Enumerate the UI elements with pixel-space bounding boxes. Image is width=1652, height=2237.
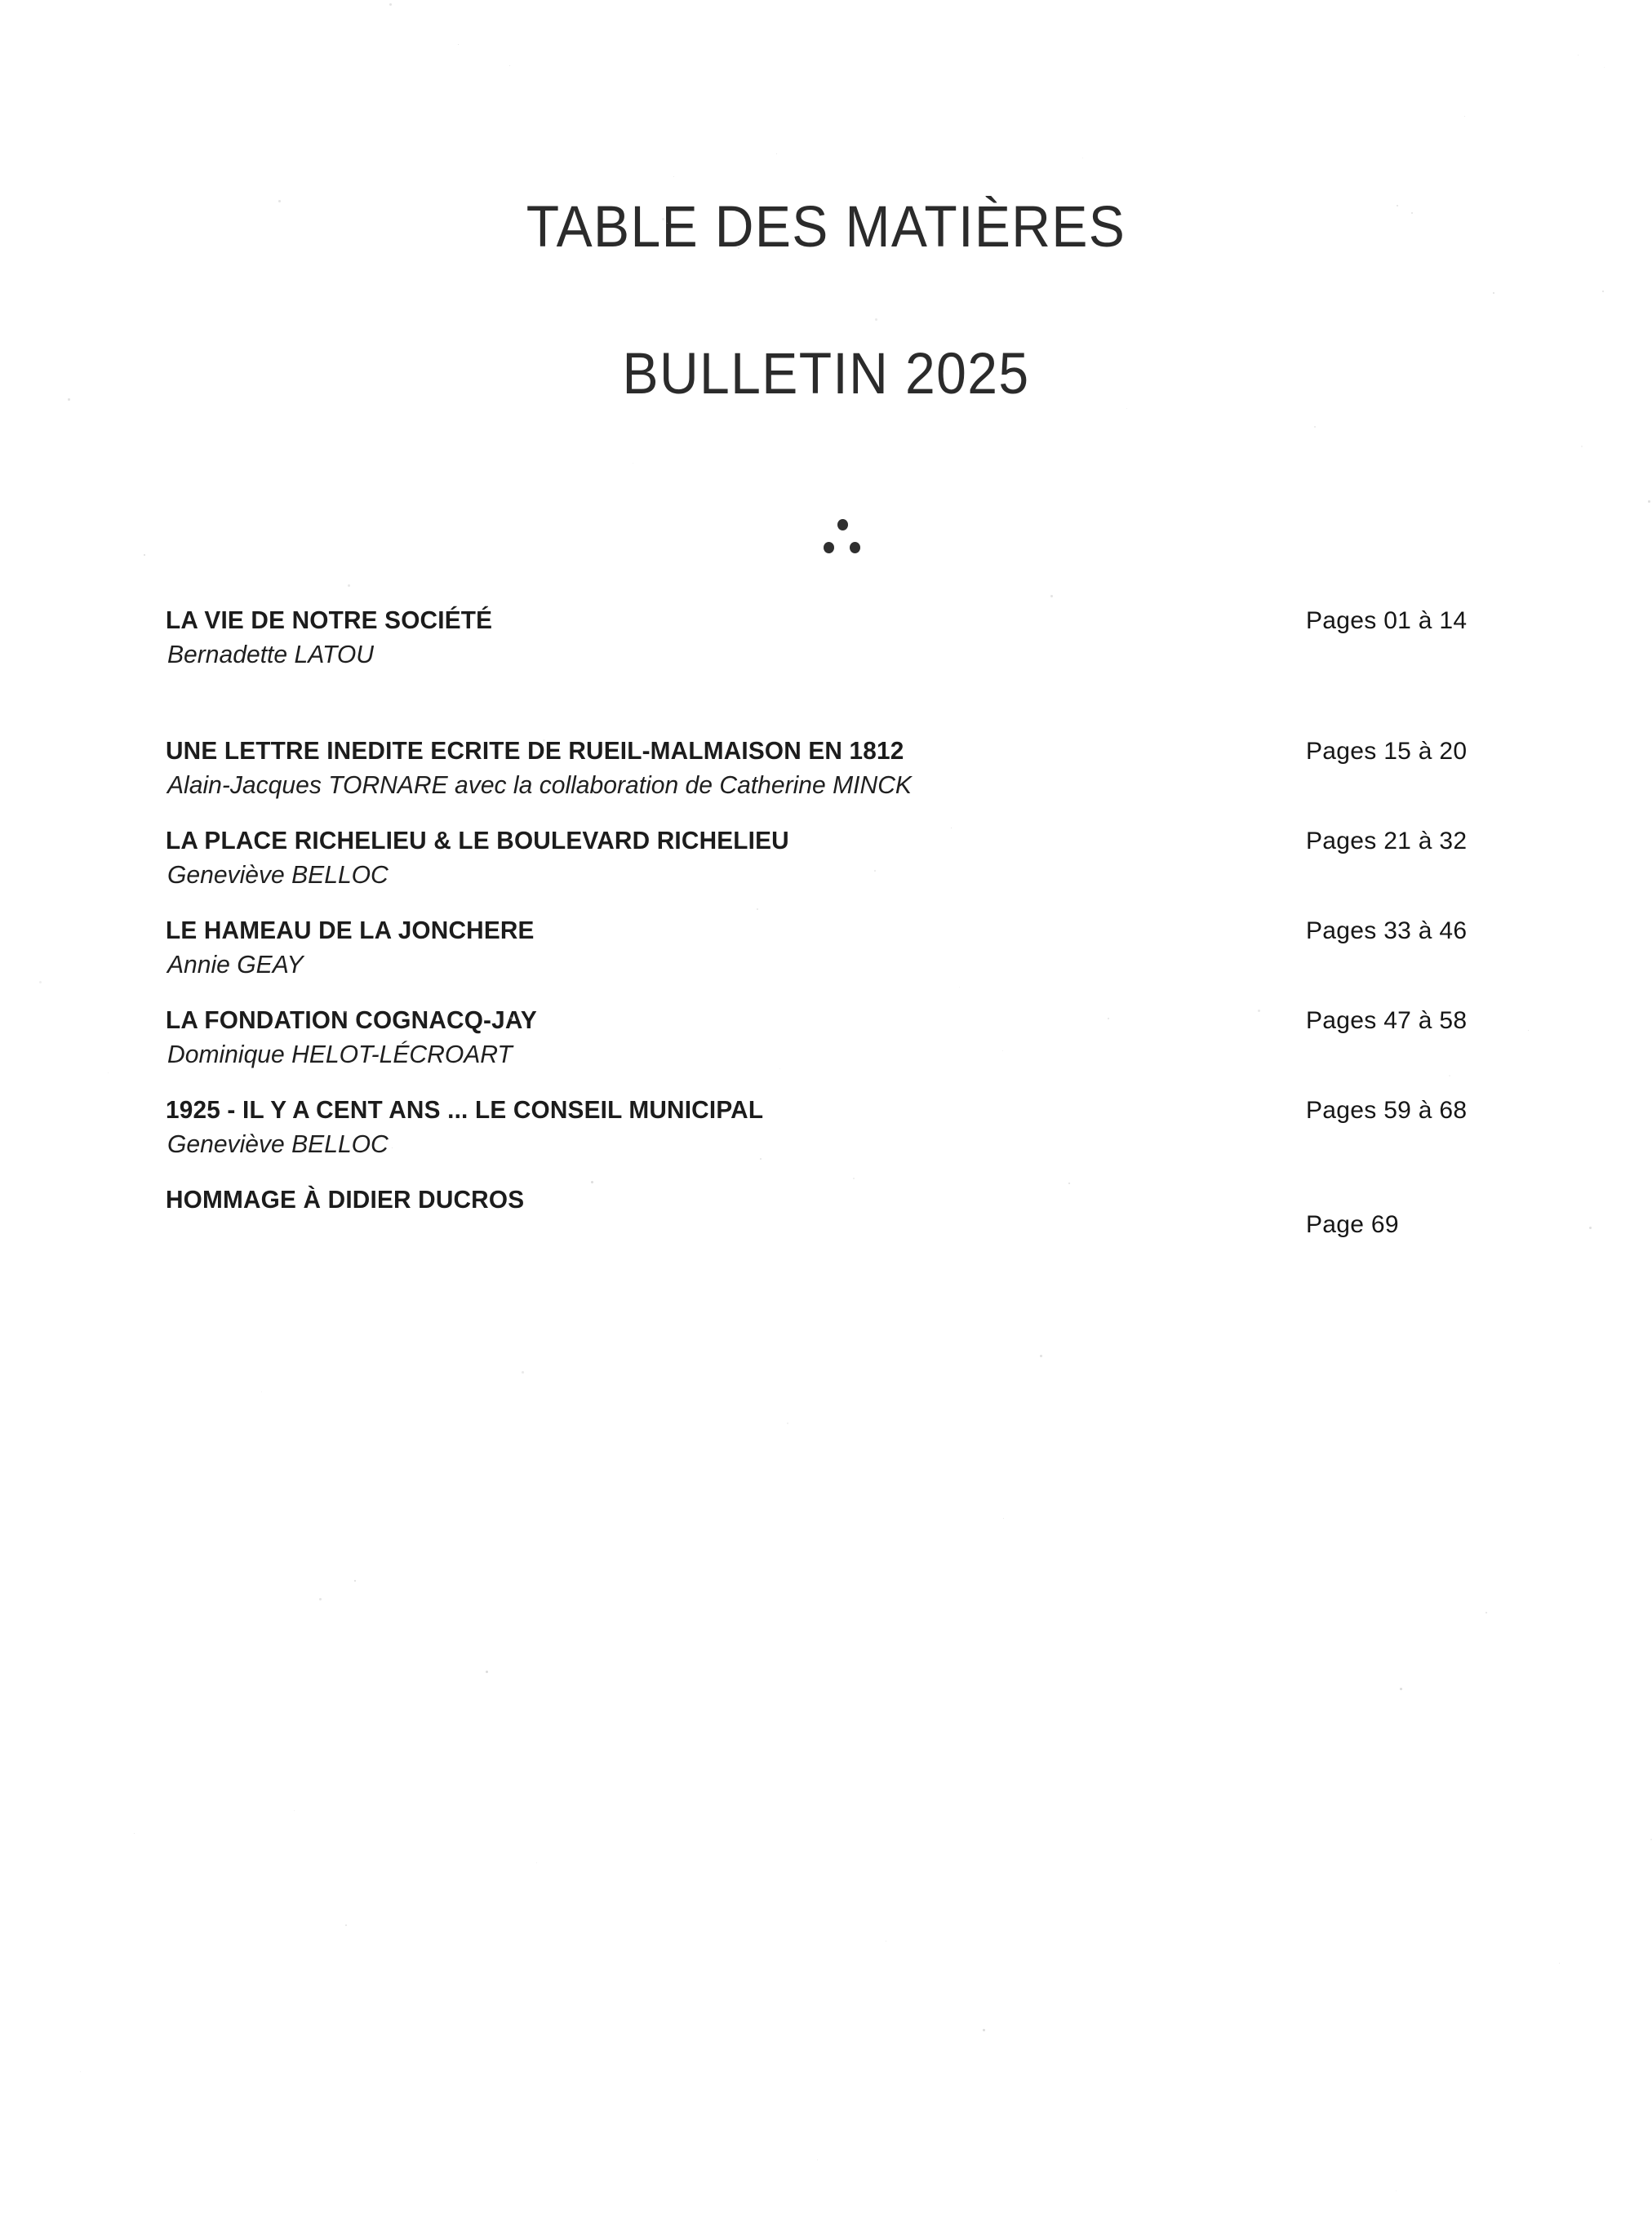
toc-entry-author: Annie GEAY	[167, 950, 304, 979]
toc-entry-title: LA VIE DE NOTRE SOCIÉTÉ	[166, 606, 493, 634]
toc-entry-title: 1925 - IL Y A CENT ANS ... LE CONSEIL MUNICIPAL	[166, 1095, 764, 1124]
toc-entry-pages: Pages 33 à 46	[1306, 917, 1468, 944]
toc-entry-pages: Pages 59 à 68	[1306, 1097, 1468, 1124]
toc-entry-author: Bernadette LATOU	[167, 640, 374, 668]
toc-entry-title: LA PLACE RICHELIEU & LE BOULEVARD RICHELIEU	[166, 826, 789, 854]
page-subtitle: BULLETIN 2025	[622, 342, 1030, 406]
toc-entry-author: Geneviève BELLOC	[167, 860, 389, 889]
toc-entry-author: Alain-Jacques TORNARE avec la collaboration de Catherine MINCK	[167, 770, 912, 799]
toc-entry-pages: Pages 01 à 14	[1306, 607, 1468, 634]
toc-entry-author: Geneviève BELLOC	[167, 1130, 389, 1158]
toc-entry-title: UNE LETTRE INEDITE ECRITE DE RUEIL-MALMAISON EN 1812	[166, 736, 904, 765]
toc-entry-pages: Pages 47 à 58	[1306, 1007, 1468, 1034]
toc-entry-author: Dominique HELOT-LÉCROART	[167, 1040, 513, 1068]
toc-entry-title: LE HAMEAU DE LA JONCHERE	[166, 916, 535, 944]
page-title: TABLE DES MATIÈRES	[526, 195, 1126, 260]
ornament-dot-top	[837, 519, 848, 530]
ornament-dot-bottom-right	[850, 542, 860, 553]
therefore-ornament-icon	[821, 519, 864, 557]
toc-entry-title: HOMMAGE À DIDIER DUCROS	[166, 1185, 525, 1214]
toc-entry-title: LA FONDATION COGNACQ-JAY	[166, 1005, 537, 1034]
ornament-dot-bottom-left	[824, 542, 834, 553]
toc-entry-pages: Page 69	[1306, 1211, 1399, 1238]
toc-entry-pages: Pages 21 à 32	[1306, 828, 1468, 854]
toc-entry-pages: Pages 15 à 20	[1306, 738, 1468, 765]
